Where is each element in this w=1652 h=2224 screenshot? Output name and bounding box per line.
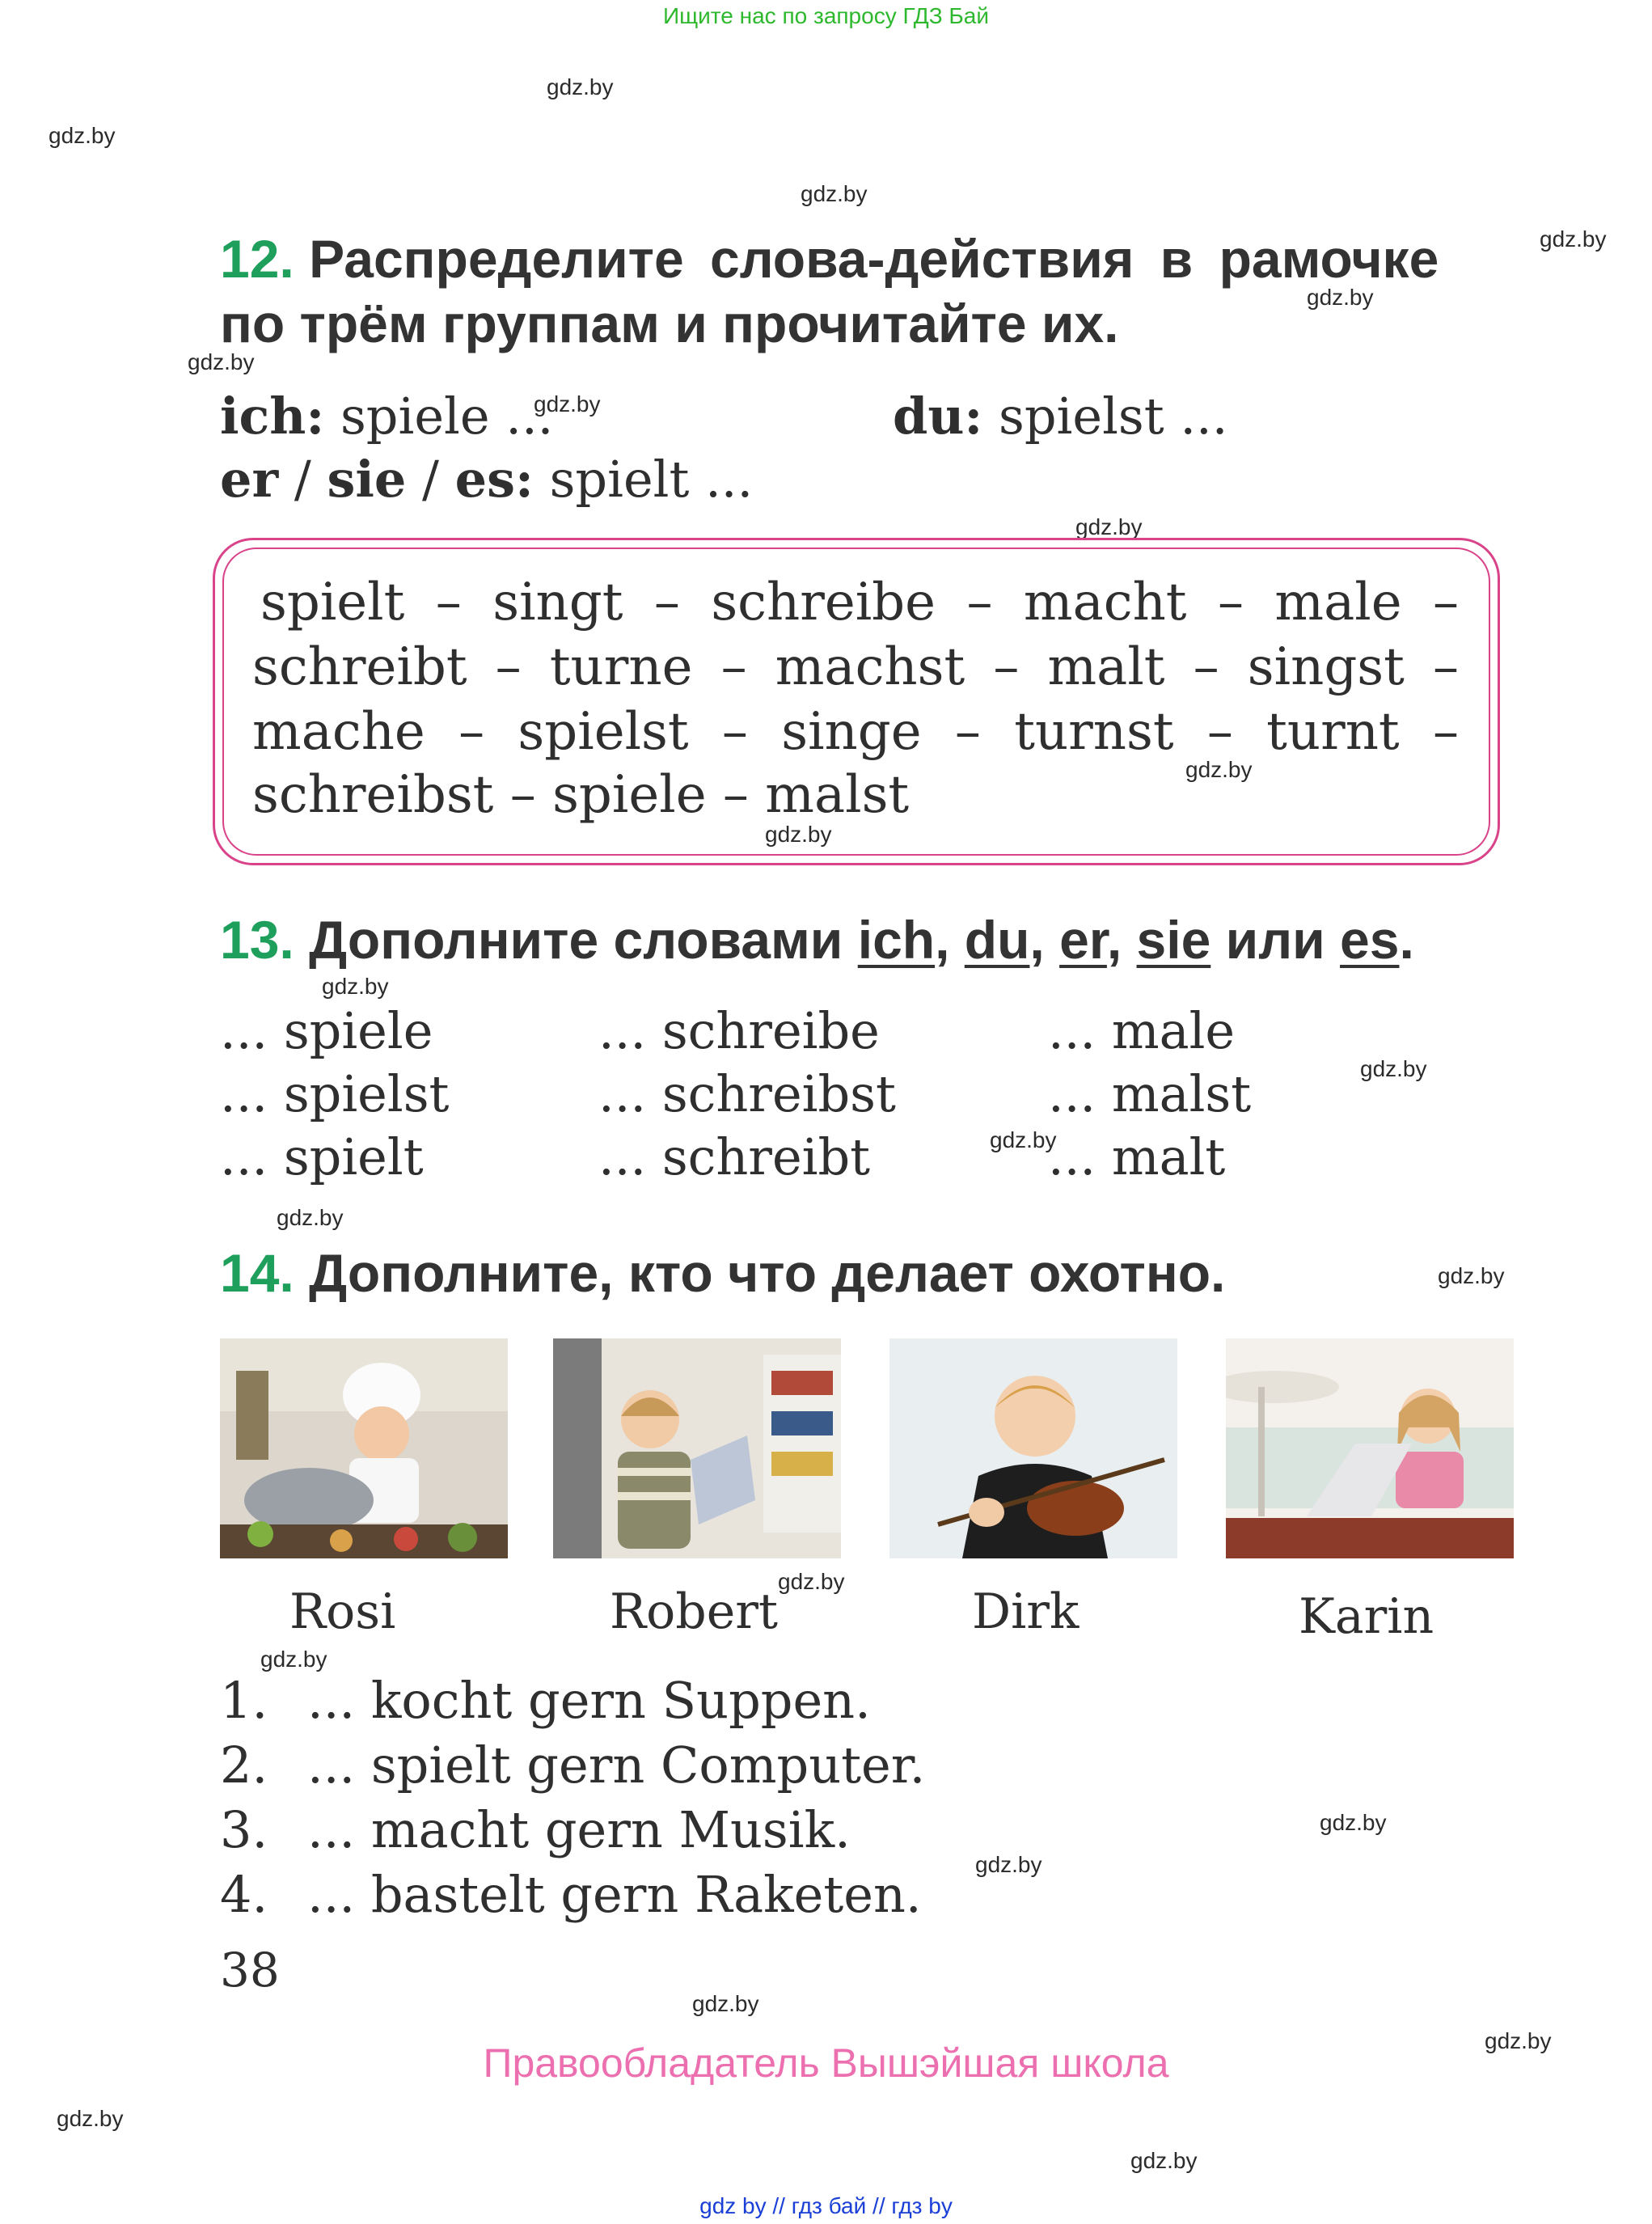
watermark: gdz.by	[534, 391, 601, 416]
comma: ,	[1106, 910, 1137, 970]
ex14-title-text: Дополните, кто что делает охотно.	[309, 1243, 1226, 1303]
dash: –	[458, 702, 485, 762]
dash: –	[954, 702, 981, 762]
watermark: gdz.by	[778, 1569, 845, 1594]
word: spielt	[260, 573, 405, 632]
word-or: или	[1210, 910, 1341, 970]
word-box-line-2	[252, 637, 1459, 697]
watermark: gdz.by	[1438, 1263, 1505, 1288]
ex12-er-line	[220, 450, 753, 509]
watermark: gdz.by	[990, 1127, 1057, 1152]
word-box-line-4	[252, 765, 909, 825]
du-label: du:	[893, 387, 983, 446]
word: spielst	[518, 702, 689, 762]
page-number: 38	[220, 1943, 280, 1998]
ex13-col1-item: ... spiele	[220, 1001, 433, 1060]
watermark: gdz.by	[1075, 514, 1143, 539]
watermark: gdz.by	[188, 349, 255, 374]
sentence-number: 2.	[220, 1736, 268, 1795]
ex13-number: 13.	[220, 910, 294, 970]
photo-rosi-cooking	[220, 1338, 508, 1558]
dash: –	[1432, 702, 1459, 762]
word: singe	[781, 702, 922, 762]
sentence-text: ... bastelt gern Raketen.	[307, 1865, 922, 1924]
dash: –	[495, 637, 522, 697]
watermark: gdz.by	[1540, 226, 1607, 252]
watermark: gdz.by	[1307, 285, 1374, 310]
ex13-col3-item: ... malst	[1048, 1064, 1252, 1123]
word-es: es	[1340, 910, 1400, 970]
dash: –	[966, 573, 993, 632]
dot: .	[1399, 910, 1414, 970]
word: mache	[252, 702, 425, 762]
photo-robert-crafting	[553, 1338, 841, 1558]
watermark: gdz.by	[1360, 1056, 1427, 1081]
slash: /	[406, 450, 455, 509]
word-er: er	[1059, 910, 1107, 970]
word-ich: ich	[857, 910, 936, 970]
comma: ,	[935, 910, 965, 970]
dash: –	[720, 637, 747, 697]
word: singt	[492, 573, 623, 632]
watermark: gdz.by	[692, 1991, 759, 2016]
top-banner: Ищите нас по запросу ГДЗ Бай	[662, 3, 990, 28]
dash: –	[993, 637, 1020, 697]
photo-dirk-violin	[889, 1338, 1177, 1558]
word: turne	[549, 637, 693, 697]
word: turnt	[1266, 702, 1400, 762]
sentence-number: 4.	[220, 1865, 268, 1924]
ex12-title-text: Распределите слова-действия в рамочке	[309, 229, 1439, 289]
dash: –	[1433, 573, 1459, 632]
ex12-ich-line	[220, 387, 553, 446]
watermark: gdz.by	[277, 1205, 344, 1230]
word: macht	[1023, 573, 1187, 632]
watermark: gdz.by	[1185, 757, 1253, 782]
photo-karin-laptop	[1226, 1338, 1514, 1558]
ex13-title-text: Дополните словами	[309, 910, 858, 970]
word-box-line-1	[260, 573, 1459, 632]
watermark: gdz.by	[322, 974, 389, 999]
name-dirk: Dirk	[972, 1583, 1080, 1640]
word-box-line-3	[252, 702, 1459, 762]
ex13-col1-item: ... spielst	[220, 1064, 450, 1123]
sie-label: sie	[327, 450, 407, 509]
dash: –	[1206, 702, 1233, 762]
ex13-col1-item: ... spielt	[220, 1127, 424, 1186]
word: turnst	[1014, 702, 1174, 762]
word-line: schreibst – spiele – malst	[252, 765, 910, 825]
watermark: gdz.by	[1130, 2148, 1198, 2173]
er-text: spielt ...	[533, 450, 754, 509]
watermark: gdz.by	[975, 1852, 1042, 1877]
watermark: gdz.by	[57, 2106, 124, 2131]
watermark: gdz.by	[1320, 1810, 1387, 1835]
ex12-du-line	[893, 387, 1227, 446]
ex12-number: 12.	[220, 229, 294, 289]
sentence-text: ... macht gern Musik.	[307, 1800, 851, 1859]
word: male	[1274, 573, 1402, 632]
name-rosi: Rosi	[289, 1583, 396, 1640]
copyright-footer: Правообладатель Вышэйшая школа	[483, 2040, 1169, 2086]
word: singst	[1247, 637, 1405, 697]
sentence-text: ... spielt gern Computer.	[307, 1736, 926, 1795]
word-du: du	[964, 910, 1030, 970]
sentence-number: 1.	[220, 1671, 268, 1730]
ex13-title	[220, 909, 1414, 970]
ex13-col3-item: ... malt	[1048, 1127, 1226, 1186]
dash: –	[435, 573, 462, 632]
watermark: gdz.by	[49, 123, 116, 148]
ex14-sentence	[220, 1865, 922, 1924]
ex13-col2-item: ... schreibe	[598, 1001, 880, 1060]
es-label: es:	[454, 450, 534, 509]
ex14-sentence	[220, 1736, 925, 1795]
watermark: gdz.by	[1485, 2028, 1552, 2053]
ich-label: ich:	[220, 387, 325, 446]
er-label: er	[220, 450, 279, 509]
watermark: gdz.by	[547, 74, 614, 99]
dash: –	[653, 573, 680, 632]
word: malt	[1047, 637, 1165, 697]
ex12-title-line1	[220, 228, 1439, 290]
ex13-col2-item: ... schreibt	[598, 1127, 871, 1186]
bottom-links[interactable]: gdz by // гдз бай // гдз by	[699, 2193, 953, 2218]
ex12-title-line2: по трём группам и прочитайте их.	[220, 294, 1119, 353]
word-sie: sie	[1136, 910, 1211, 970]
ex14-title	[220, 1242, 1225, 1304]
du-text: spielst ...	[982, 387, 1228, 446]
name-karin: Karin	[1299, 1588, 1434, 1645]
word: machst	[775, 637, 965, 697]
dash: –	[1432, 637, 1459, 697]
watermark: gdz.by	[260, 1647, 327, 1672]
name-robert: Robert	[610, 1583, 779, 1640]
comma: ,	[1029, 910, 1060, 970]
word-box	[213, 538, 1500, 865]
ex14-sentence	[220, 1800, 851, 1859]
word: schreibe	[711, 573, 936, 632]
slash: /	[278, 450, 327, 509]
ich-text: spiele ...	[324, 387, 554, 446]
ex13-col3-item: ... male	[1048, 1001, 1236, 1060]
dash: –	[1217, 573, 1244, 632]
sentence-text: ... kocht gern Suppen.	[307, 1671, 871, 1730]
watermark: gdz.by	[801, 181, 868, 206]
ex13-col2-item: ... schreibst	[598, 1064, 896, 1123]
watermark: gdz.by	[765, 822, 832, 847]
dash: –	[721, 702, 748, 762]
sentence-number: 3.	[220, 1800, 268, 1859]
ex14-number: 14.	[220, 1243, 294, 1303]
dash: –	[1193, 637, 1219, 697]
ex14-sentence	[220, 1671, 871, 1730]
word: schreibt	[252, 637, 467, 697]
